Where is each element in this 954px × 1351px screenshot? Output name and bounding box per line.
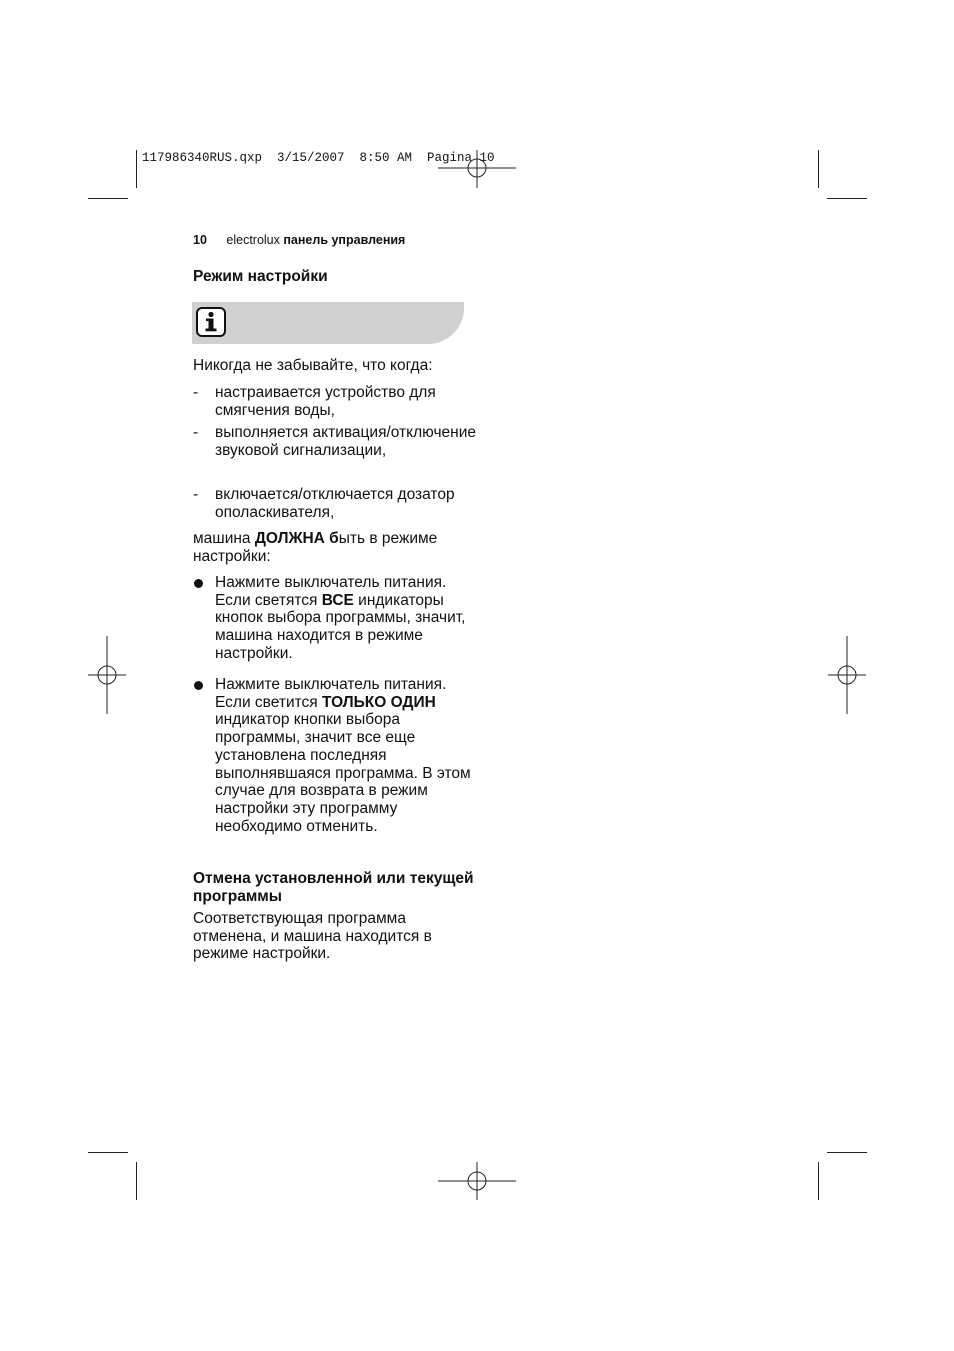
- print-slug: 117986340RUS.qxp 3/15/2007 8:50 AM Pagina 10: [142, 151, 495, 165]
- bullet-item: [193, 676, 483, 856]
- info-icon: [196, 307, 226, 337]
- brand-name: electrolux: [226, 233, 280, 247]
- list-item-text: включается/отключается дозатор ополаскивателя,: [215, 486, 455, 521]
- bullet-dot: [194, 681, 203, 690]
- registration-mark-left: [88, 636, 126, 714]
- registration-mark-right: [828, 636, 866, 714]
- list-item: [193, 384, 483, 420]
- subheading: Отмена установленной или текущей программы: [193, 870, 474, 905]
- bullet-item: [193, 574, 483, 666]
- intro-text: Никогда не забывайте, что когда:: [193, 357, 433, 374]
- bullet-text: Нажмите выключатель питания. Если светится ТОЛЬКО ОДИН индикатор кнопки выбора программы, значит все еще установлена последняя выполнявшаяся программа. В этом случае для возврата в режим настройки эту программу необходимо отменить.: [215, 676, 471, 835]
- bullet-dot: [194, 579, 203, 588]
- registration-mark-top: [438, 150, 516, 188]
- running-header: [193, 233, 405, 247]
- list-item-text: настраивается устройство для смягчения воды,: [215, 384, 436, 419]
- requirement-text: машина ДОЛЖНА быть в режиме настройки:: [193, 530, 438, 565]
- closing-text: Соответствующая программа отменена, и машина находится в режиме настройки.: [193, 910, 432, 963]
- bullet-text: Нажмите выключатель питания. Если светятся ВСЕ индикаторы кнопок выбора программы, значит, машина находится в режиме настройки.: [215, 574, 466, 662]
- dash-marker: -: [193, 486, 199, 503]
- dash-marker: -: [193, 384, 199, 401]
- list-item-text: выполняется активация/отключение звуковой сигнализации,: [215, 424, 476, 459]
- emphasis: ВСЕ: [321, 591, 354, 609]
- section-title: панель управления: [283, 233, 406, 247]
- list-item: [193, 424, 483, 478]
- page-number: 10: [193, 233, 207, 247]
- dash-marker: -: [193, 424, 199, 441]
- registration-mark-bottom: [438, 1162, 516, 1200]
- page-title: Режим настройки: [193, 268, 328, 285]
- info-banner: [192, 302, 464, 344]
- list-item: [193, 486, 483, 522]
- emphasis: ТОЛЬКО ОДИН: [321, 693, 436, 711]
- emphasis: ДОЛЖНА б: [254, 530, 339, 547]
